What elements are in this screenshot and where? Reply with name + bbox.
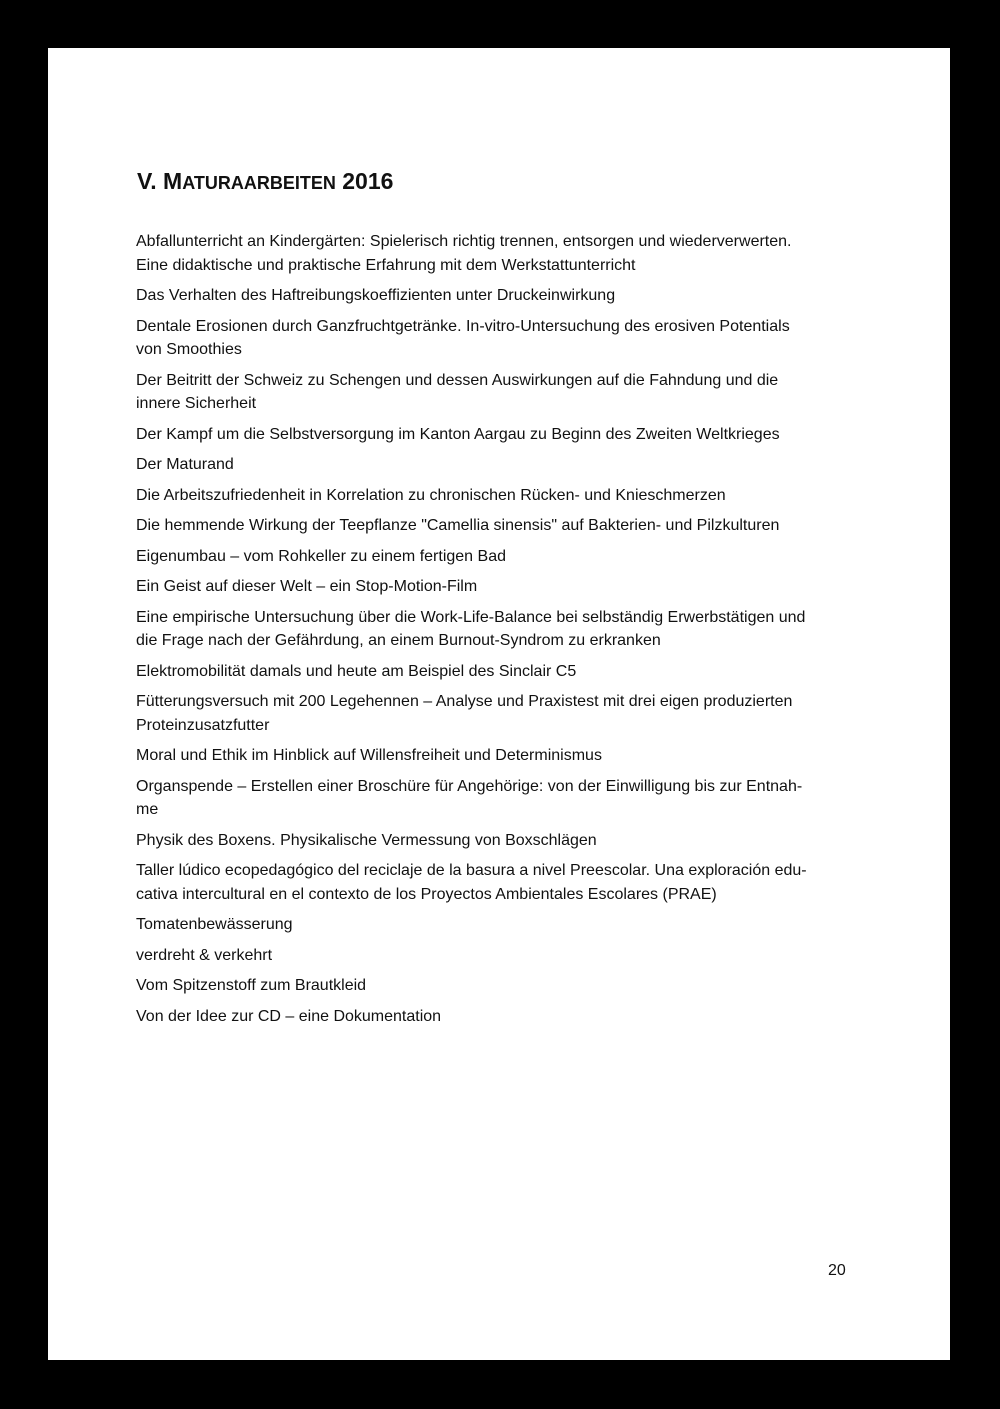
thesis-list <box>136 230 848 1035</box>
list-item-line: me <box>136 801 159 818</box>
list-item-line: Tomatenbewässerung <box>136 916 293 933</box>
heading-number: V. <box>137 168 164 194</box>
list-item-line: Der Beitritt der Schweiz zu Schengen und dessen Auswirkungen auf die Fahndung und die <box>136 371 779 389</box>
list-item-line: innere Sicherheit <box>136 395 257 412</box>
list-item-line: Von der Idee zur CD – eine Dokumentation <box>136 1007 442 1025</box>
list-item <box>136 660 848 684</box>
list-item-line: Fütterungsversuch mit 200 Legehennen – Analyse und Praxistest mit drei eigen produzierten <box>136 693 793 710</box>
list-item-line: Ein Geist auf dieser Welt – ein Stop-Motion-Film <box>136 578 478 595</box>
list-item <box>136 690 848 737</box>
list-item <box>136 484 848 508</box>
list-item-line: Das Verhalten des Haftreibungskoeffizienten unter Druckeinwirkung <box>136 287 616 304</box>
list-item-line: Eine didaktische und praktische Erfahrung mit dem Werkstattunterricht <box>136 256 636 274</box>
list-item <box>136 744 848 768</box>
list-item-line: Der Maturand <box>136 456 234 473</box>
list-item-line: Eigenumbau – vom Rohkeller zu einem fertigen Bad <box>136 547 506 565</box>
list-item <box>136 829 848 853</box>
list-item <box>136 423 848 447</box>
list-item-line: Die Arbeitszufriedenheit in Korrelation zu chronischen Rücken- und Knieschmerzen <box>136 486 726 504</box>
list-item <box>136 230 848 277</box>
list-item <box>136 775 848 822</box>
list-item-line: Dentale Erosionen durch Ganzfruchtgetränke. In-vitro-Untersuchung des erosiven Potentials <box>136 317 790 335</box>
list-item-line: Die hemmende Wirkung der Teepflanze "Camellia sinensis" auf Bakterien- und Pilzkulturen <box>136 517 780 534</box>
list-item <box>136 913 848 937</box>
list-item-line: Taller lúdico ecopedagógico del reciclaje de la basura a nivel Preescolar. Una exploración edu- <box>136 862 807 879</box>
list-item-line: Vom Spitzenstoff zum Brautkleid <box>136 977 367 994</box>
list-item-line: Eine empirische Untersuchung über die Work-Life-Balance bei selbständig Erwerbstätigen und <box>136 608 806 626</box>
list-item <box>136 606 848 653</box>
list-item-line: Organspende – Erstellen einer Broschüre für Angehörige: von der Einwilligung bis zur Entnah- <box>136 777 803 795</box>
list-item-line: die Frage nach der Gefährdung, an einem Burnout-Syndrom zu erkranken <box>136 632 661 649</box>
list-item <box>136 545 848 569</box>
list-item-line: Physik des Boxens. Physikalische Vermessung von Boxschlägen <box>136 831 597 849</box>
list-item <box>136 453 848 477</box>
list-item-line: Elektromobilität damals und heute am Beispiel des Sinclair C5 <box>136 662 577 680</box>
list-item <box>136 974 848 998</box>
list-item <box>136 369 848 416</box>
page-number: 20 <box>828 1262 846 1279</box>
list-item-line: Moral und Ethik im Hinblick auf Willensfreiheit und Determinismus <box>136 747 602 764</box>
list-item-line: cativa intercultural en el contexto de los Proyectos Ambientales Escolares (PRAE) <box>136 885 717 903</box>
list-item-line: Der Kampf um die Selbstversorgung im Kanton Aargau zu Beginn des Zweiten Weltkrieges <box>136 425 780 443</box>
heading-first-letter: M <box>163 168 183 194</box>
section-heading <box>137 165 393 199</box>
heading-rest: ATURAARBEITEN <box>182 173 336 193</box>
list-item-line: Proteinzusatzfutter <box>136 716 270 734</box>
list-item <box>136 514 848 538</box>
list-item <box>136 944 848 968</box>
list-item <box>136 859 848 906</box>
heading-year: 2016 <box>335 168 394 194</box>
document-page <box>48 48 950 1360</box>
list-item <box>136 315 848 362</box>
list-item-line: Abfallunterricht an Kindergärten: Spielerisch richtig trennen, entsorgen und wiederverwerten. <box>136 233 792 250</box>
list-item-line: verdreht & verkehrt <box>136 946 273 964</box>
list-item <box>136 1005 848 1029</box>
list-item <box>136 575 848 599</box>
list-item <box>136 284 848 308</box>
list-item-line: von Smoothies <box>136 341 242 358</box>
